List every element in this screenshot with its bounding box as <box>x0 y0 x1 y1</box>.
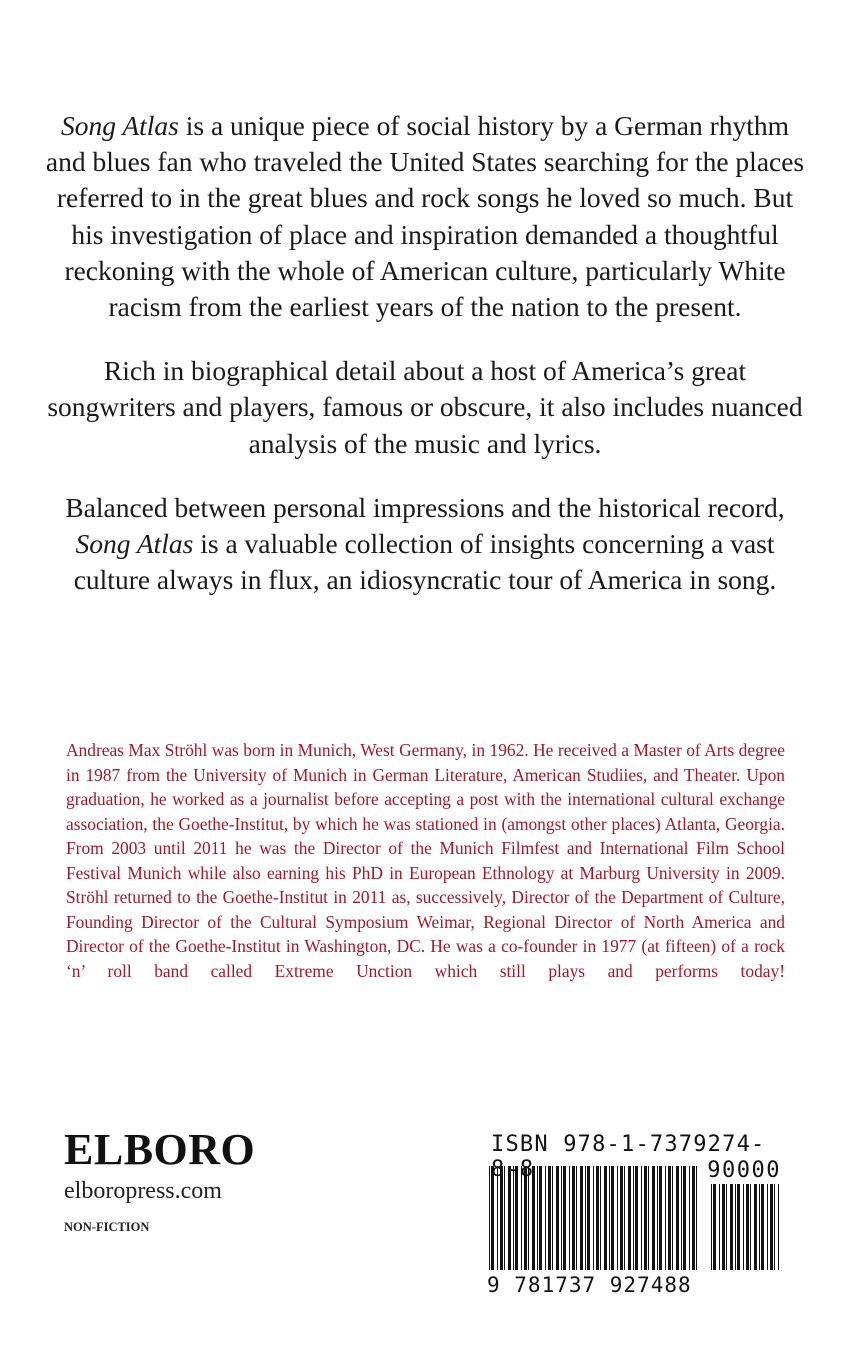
barcode-bar <box>719 1184 720 1270</box>
barcode-bar <box>743 1184 744 1270</box>
barcode-bar <box>489 1166 490 1270</box>
back-cover-blurb <box>40 108 810 626</box>
book-title: Song Atlas <box>75 528 194 560</box>
barcode-bar <box>713 1184 716 1270</box>
blurb-paragraph-3: Balanced between personal impressions and the historical record, Song Atlas is a valuable collection of insights concerning a vast culture always in flux, an idiosyncratic tour of America in song. <box>65 491 785 596</box>
ean-digits: 9 781737 927488 <box>487 1273 692 1297</box>
author-bio: Andreas Max Ströhl was born in Munich, West Germany, in 1962. He received a Master of Arts degree in 1987 from the University of Munich in German Literature, American Studiies, and Theater. Upon graduation, he worked as a journalist before accepting a post with the international cultural exchange association, the Goethe-Institut, by which he was stationed in (amongst other places) Atlanta, Georgia. From 2003 until 2011 he was the Director of the Munich Filmfest and International Film School Festival Munich while also earning his PhD in European Ethnology at Marburg University in 2009. Ströhl returned to the Goethe-Institut in 2011 as, successively, Director of the Department of Culture, Founding Director of the Cultural Symposium Weimar, Regional Director of North America and Director of the Goethe-Institut in Washington, DC. He was a co-founder in 1977 (at fifteen) of a rock ‘n’ roll band called Extreme Unction which still plays and performs today! <box>66 740 785 981</box>
barcode-bar <box>767 1184 768 1270</box>
blurb-paragraph-1: Song Atlas is a unique piece of social history by a German rhythm and blues fan who traveled the United States searching for the places referred to in the great blues and rock songs he loved so much. But his investigation of place and inspiration demanded a thoughtful reckoning with the whole of American culture, particularly White racism from the earliest years of the nation to the present. <box>45 110 805 323</box>
barcode-bar <box>761 1184 764 1270</box>
price-code: 90000 <box>707 1158 781 1183</box>
publisher-block <box>64 1125 256 1235</box>
book-title: Song Atlas <box>60 110 179 141</box>
barcode-bar <box>737 1184 740 1270</box>
barcode-bar <box>730 1184 733 1270</box>
barcode-bar <box>746 1184 749 1270</box>
publisher-website: elboropress.com <box>64 1178 222 1204</box>
barcode-bar <box>735 1184 736 1270</box>
barcode-bar <box>722 1184 725 1270</box>
barcode-bar <box>750 1184 751 1270</box>
isbn-barcode <box>487 1132 787 1302</box>
publisher-name: ELBORO <box>64 1125 256 1174</box>
isbn-label: ISBN 978-1-7379274-8-8 <box>491 1132 766 1182</box>
barcode-bar <box>726 1184 727 1270</box>
blurb-paragraph-2: Rich in biographical detail about a host of America’s great songwriters and players, famous or obscure, it also includes nuanced analysis of the music and lyrics. <box>47 355 803 459</box>
barcode-bar <box>774 1184 775 1270</box>
barcode-bar <box>754 1184 757 1270</box>
genre-label: NON-FICTION <box>64 1220 150 1234</box>
barcode-bar <box>711 1184 712 1270</box>
barcode-bar <box>770 1184 773 1270</box>
barcode-bar <box>778 1184 779 1270</box>
barcode-bar <box>759 1184 760 1270</box>
